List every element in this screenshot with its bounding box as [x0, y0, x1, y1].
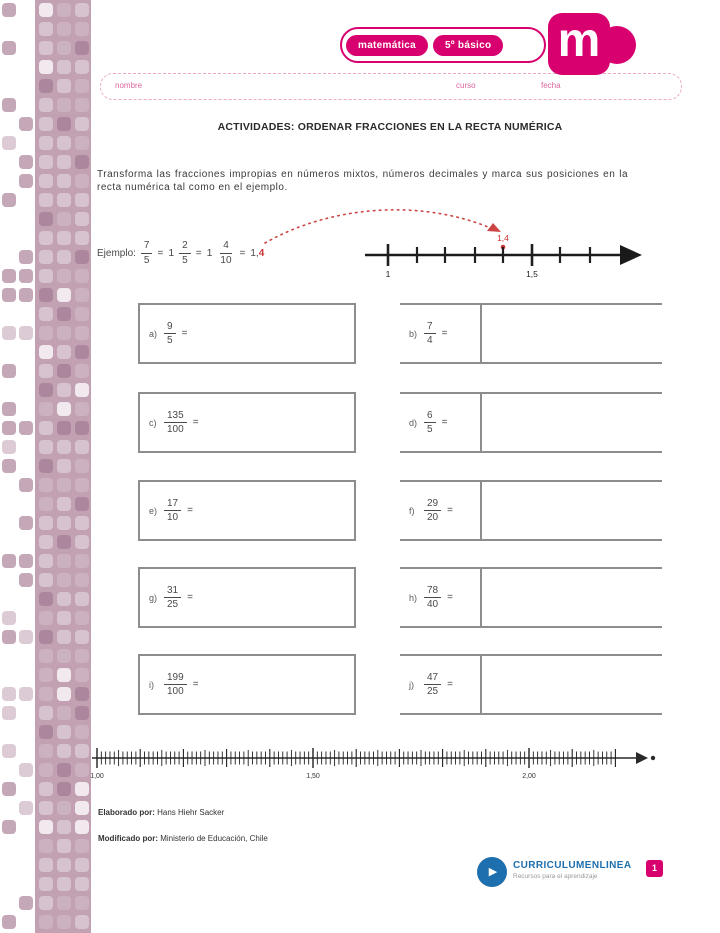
ruler-label-2: 1,50 [306, 773, 320, 780]
mosaic-tile [2, 136, 16, 150]
mosaic-tile [39, 231, 53, 245]
dotted-arrow-path [265, 210, 493, 243]
mosaic-tile [75, 269, 89, 283]
mosaic-tile [19, 687, 33, 701]
mosaic-tile [2, 554, 16, 568]
mosaic-tile [2, 440, 16, 454]
mosaic-tile [39, 212, 53, 226]
exercise-fraction: $\frac{135}{100}$ [164, 410, 187, 436]
mosaic-tile [39, 668, 53, 682]
numberline-start-label: 1 [385, 269, 391, 279]
marker-label: 1,4 [497, 233, 509, 243]
mosaic-tile [19, 763, 33, 777]
mosaic-tile [75, 687, 89, 701]
equals-sign: = [447, 679, 453, 690]
exercise-fraction: $\frac{9}{5}$ [164, 321, 176, 347]
mosaic-tile [75, 22, 89, 36]
mosaic-tile [2, 402, 16, 416]
mosaic-tile [39, 250, 53, 264]
mosaic-tile [39, 478, 53, 492]
mosaic-tile [75, 3, 89, 17]
mosaic-tile [39, 592, 53, 606]
mosaic-tile [75, 478, 89, 492]
mosaic-tile [2, 782, 16, 796]
mosaic-tile [75, 782, 89, 796]
mosaic-tile [75, 877, 89, 891]
mosaic-tile [19, 250, 33, 264]
mosaic-tile [2, 915, 16, 929]
ruler-label-3: 2,00 [522, 773, 536, 780]
exercise-letter: e) [149, 505, 158, 516]
mosaic-tile [75, 231, 89, 245]
mosaic-tile [19, 630, 33, 644]
ruler-arrowhead-icon [636, 752, 648, 764]
exercise-fraction: $\frac{47}{25}$ [424, 672, 441, 698]
mosaic-tile [57, 155, 71, 169]
mosaic-tile [2, 288, 16, 302]
mosaic-tile [57, 497, 71, 511]
mosaic-tile [2, 364, 16, 378]
mosaic-tile [57, 687, 71, 701]
mosaic-tile [75, 592, 89, 606]
mosaic-tile [57, 649, 71, 663]
mosaic-tile [57, 402, 71, 416]
exercise-fraction: $\frac{78}{40}$ [424, 585, 441, 611]
mosaic-tile [39, 307, 53, 321]
mosaic-tile [19, 288, 33, 302]
credit-2-value: Ministerio de Educación, Chile [160, 834, 268, 843]
mosaic-tile [57, 212, 71, 226]
mosaic-tile [39, 763, 53, 777]
mosaic-tile [57, 820, 71, 834]
mosaic-tile [2, 3, 16, 17]
exercise-box-g [138, 567, 356, 628]
mosaic-tile [75, 858, 89, 872]
mosaic-tile [57, 573, 71, 587]
mosaic-tile [57, 22, 71, 36]
equals-sign: = [447, 505, 453, 516]
mosaic-tile [19, 478, 33, 492]
mosaic-tile [2, 706, 16, 720]
mosaic-tile [75, 174, 89, 188]
mosaic-tile [57, 801, 71, 815]
m-logo-tile: m [548, 13, 610, 75]
mosaic-tile [39, 174, 53, 188]
mosaic-tile [75, 459, 89, 473]
mosaic-tile [75, 307, 89, 321]
mosaic-tile [39, 459, 53, 473]
equals-sign: = [195, 247, 202, 259]
mosaic-tile [19, 421, 33, 435]
mosaic-tile [75, 117, 89, 131]
mosaic-tile [75, 706, 89, 720]
mosaic-tile [57, 174, 71, 188]
mosaic-tile [19, 155, 33, 169]
exercise-fraction: $\frac{6}{5}$ [424, 410, 436, 436]
mosaic-tile [57, 231, 71, 245]
equals-sign: = [447, 592, 453, 603]
mosaic-tile [57, 136, 71, 150]
mosaic-tile [19, 554, 33, 568]
credit-1-value: Hans Hiehr Sacker [157, 808, 225, 817]
mosaic-tile [39, 136, 53, 150]
equals-sign: = [187, 505, 193, 516]
mosaic-tile [39, 820, 53, 834]
mosaic-tile [2, 744, 16, 758]
mosaic-tile [39, 611, 53, 625]
mosaic-tile [39, 402, 53, 416]
mosaic-tile [19, 801, 33, 815]
mosaic-tile [39, 22, 53, 36]
exercise-letter: a) [149, 328, 158, 339]
numberline-mid-label: 1,5 [526, 269, 538, 279]
mosaic-tile [57, 858, 71, 872]
date-field-label: fecha [541, 81, 561, 90]
name-field-label: nombre [115, 81, 143, 90]
mosaic-tile [75, 79, 89, 93]
mosaic-tile [75, 554, 89, 568]
mosaic-tile [57, 915, 71, 929]
exercise-letter: c) [149, 417, 157, 428]
mosaic-tile [75, 915, 89, 929]
mosaic-tile [57, 421, 71, 435]
exercise-letter: i) [149, 679, 154, 690]
mosaic-tile [75, 573, 89, 587]
exercise-letter: j) [409, 679, 414, 690]
mosaic-tile [39, 630, 53, 644]
mosaic-tile [39, 839, 53, 853]
decimal-number-line [80, 742, 670, 784]
grade-badge: 5º básico [433, 35, 503, 56]
mosaic-tile [39, 573, 53, 587]
mosaic-tile [39, 41, 53, 55]
mosaic-tile [57, 41, 71, 55]
mosaic-tile [57, 668, 71, 682]
mosaic-tile [57, 440, 71, 454]
mosaic-tile [39, 440, 53, 454]
mosaic-tile [75, 345, 89, 359]
student-info-bar [100, 73, 682, 100]
mosaic-tile [2, 687, 16, 701]
play-icon: ▶ [477, 857, 507, 887]
equals-sign: = [157, 247, 164, 259]
mosaic-tile [57, 896, 71, 910]
mosaic-tile [75, 402, 89, 416]
mosaic-tile [75, 155, 89, 169]
credit-2-label: Modificado por: [98, 834, 158, 843]
exercise-letter: g) [149, 592, 158, 603]
equals-sign: = [181, 328, 188, 339]
example-mixed-fraction-tenths: $\frac{4}{10}$ [220, 240, 232, 266]
page-number-badge: 1 [646, 860, 663, 877]
mosaic-tile [57, 516, 71, 530]
mosaic-tile [2, 820, 16, 834]
mosaic-tile [39, 687, 53, 701]
mosaic-tile [57, 364, 71, 378]
mosaic-tile [2, 326, 16, 340]
credit-1-label: Elaborado por: [98, 808, 155, 817]
mosaic-tile [39, 193, 53, 207]
equals-sign: = [187, 592, 193, 603]
header-ribbon [340, 27, 546, 63]
equals-sign: = [192, 417, 199, 428]
exercise-fraction: $\frac{29}{20}$ [424, 498, 441, 524]
mosaic-tile [75, 611, 89, 625]
mosaic-tile [39, 155, 53, 169]
mosaic-tile [57, 706, 71, 720]
mosaic-tile [75, 193, 89, 207]
mosaic-tile [39, 60, 53, 74]
mosaic-tile [57, 478, 71, 492]
mosaic-tile [57, 383, 71, 397]
mixed-whole: 1 [206, 247, 213, 259]
mosaic-tile [57, 307, 71, 321]
mosaic-tile [39, 782, 53, 796]
mosaic-tile [19, 896, 33, 910]
ruler-label-1: 1,00 [90, 773, 104, 780]
page-title: ACTIVIDADES: ORDENAR FRACCIONES EN LA RECTA NUMÉRICA [217, 121, 563, 133]
exercise-box-c [138, 392, 356, 453]
curriculum-logo-tagline: Recursos para el aprendizaje [513, 873, 598, 880]
mosaic-tile [2, 421, 16, 435]
mosaic-tile [75, 497, 89, 511]
mosaic-tile [57, 459, 71, 473]
mosaic-tile [75, 212, 89, 226]
mosaic-tile [57, 193, 71, 207]
mosaic-tile [75, 535, 89, 549]
mosaic-tile [39, 79, 53, 93]
mosaic-tile [39, 345, 53, 359]
exercise-box-a [138, 303, 356, 364]
mosaic-tile [57, 98, 71, 112]
decorative-mosaic [0, 0, 100, 933]
exercise-box-h [400, 567, 662, 628]
mosaic-tile [57, 782, 71, 796]
mosaic-tile [75, 630, 89, 644]
mosaic-tile [75, 364, 89, 378]
example-label: Ejemplo: [97, 247, 136, 259]
example-improper-fraction: $\frac{7}{5}$ [141, 240, 153, 266]
mosaic-tile [57, 877, 71, 891]
mosaic-tile [2, 193, 16, 207]
mosaic-tile [57, 345, 71, 359]
mosaic-tile [39, 3, 53, 17]
mosaic-tile [75, 41, 89, 55]
mosaic-tile [57, 839, 71, 853]
mosaic-tile [39, 801, 53, 815]
mosaic-tile [57, 630, 71, 644]
ruler-end-dot [651, 756, 655, 760]
exercise-box-b [400, 303, 662, 364]
mosaic-tile [39, 383, 53, 397]
example-expression [97, 236, 264, 270]
subject-badge: matemática [346, 35, 428, 56]
arrowhead-icon [620, 245, 642, 265]
box-divider [480, 654, 482, 715]
mosaic-tile [75, 801, 89, 815]
mosaic-tile [75, 326, 89, 340]
box-divider [480, 303, 482, 364]
mosaic-tile [75, 421, 89, 435]
mosaic-tile [19, 269, 33, 283]
mosaic-tile [57, 763, 71, 777]
mosaic-tile [75, 383, 89, 397]
box-divider [480, 480, 482, 541]
mosaic-tile [57, 744, 71, 758]
mosaic-tile [75, 896, 89, 910]
mosaic-tile [57, 592, 71, 606]
mosaic-tile [57, 117, 71, 131]
mosaic-tile [75, 725, 89, 739]
equals-sign: = [441, 417, 448, 428]
mosaic-tile [57, 60, 71, 74]
mosaic-tile [39, 497, 53, 511]
mosaic-tile [39, 516, 53, 530]
box-divider [480, 392, 482, 453]
mosaic-tile [2, 269, 16, 283]
mosaic-tile [57, 535, 71, 549]
example-mixed-fraction: $\frac{2}{5}$ [179, 240, 191, 266]
mosaic-tile [39, 877, 53, 891]
box-divider [480, 567, 482, 628]
mosaic-tile [39, 269, 53, 283]
mosaic-tile [75, 649, 89, 663]
exercise-letter: b) [409, 328, 418, 339]
mosaic-tile [75, 98, 89, 112]
mosaic-tile [75, 516, 89, 530]
mosaic-tile [75, 288, 89, 302]
exercise-box-d [400, 392, 662, 453]
mosaic-tile [75, 60, 89, 74]
exercise-box-f [400, 480, 662, 541]
mosaic-tile [39, 554, 53, 568]
credit-line-2 [98, 834, 268, 843]
mosaic-tile [2, 630, 16, 644]
exercise-letter: h) [409, 592, 418, 603]
mixed-whole: 1 [168, 247, 175, 259]
mosaic-tile [57, 288, 71, 302]
dotted-arrow-tip [487, 223, 501, 232]
mosaic-tile [39, 421, 53, 435]
mosaic-tile [39, 326, 53, 340]
mosaic-tile [19, 573, 33, 587]
instructions-text: Transforma las fracciones impropias en números mixtos, números decimales y marca sus posiciones en la recta numérica tal como en el ejemplo. [97, 169, 628, 193]
mosaic-tile [39, 744, 53, 758]
equals-sign: = [441, 328, 448, 339]
mosaic-tile [57, 3, 71, 17]
mosaic-tile [39, 117, 53, 131]
exercise-fraction: $\frac{31}{25}$ [164, 585, 181, 611]
equals-sign: = [239, 247, 246, 259]
curriculum-logo-text: CURRICULUMENLINEA [513, 860, 632, 871]
exercise-letter: d) [409, 417, 418, 428]
exercise-box-j [400, 654, 662, 715]
exercise-fraction: $\frac{7}{4}$ [424, 321, 436, 347]
equals-sign: = [192, 679, 199, 690]
mosaic-tile [2, 41, 16, 55]
mosaic-tile [75, 839, 89, 853]
mosaic-tile [57, 326, 71, 340]
exercise-box-e [138, 480, 356, 541]
mosaic-tile [75, 250, 89, 264]
mosaic-tile [57, 269, 71, 283]
mosaic-tile [2, 611, 16, 625]
mosaic-tile [39, 364, 53, 378]
mosaic-tile [39, 98, 53, 112]
mosaic-tile [75, 136, 89, 150]
exercise-fraction: $\frac{199}{100}$ [164, 672, 187, 698]
mosaic-tile [39, 535, 53, 549]
mosaic-tile [39, 649, 53, 663]
mosaic-tile [57, 725, 71, 739]
course-field-label: curso [456, 81, 476, 90]
mosaic-tile [2, 459, 16, 473]
exercise-box-i [138, 654, 356, 715]
mosaic-tile [19, 174, 33, 188]
mosaic-tile [19, 117, 33, 131]
mosaic-tile [75, 668, 89, 682]
mosaic-tile [2, 98, 16, 112]
mosaic-tile [39, 706, 53, 720]
mosaic-tile [75, 820, 89, 834]
mosaic-tile [39, 896, 53, 910]
example-decimal-value: 1,4 [250, 247, 265, 259]
exercise-letter: f) [409, 505, 415, 516]
exercise-fraction: $\frac{17}{10}$ [164, 498, 181, 524]
mosaic-tile [57, 79, 71, 93]
mosaic-tile [57, 250, 71, 264]
mosaic-tile [57, 611, 71, 625]
mosaic-tile [39, 915, 53, 929]
mosaic-tile [19, 326, 33, 340]
mosaic-tile [39, 858, 53, 872]
mosaic-tile [57, 554, 71, 568]
mosaic-tile [39, 725, 53, 739]
mosaic-tile [75, 440, 89, 454]
credit-line-1 [98, 808, 224, 817]
mosaic-tile [39, 288, 53, 302]
mosaic-tile [19, 516, 33, 530]
